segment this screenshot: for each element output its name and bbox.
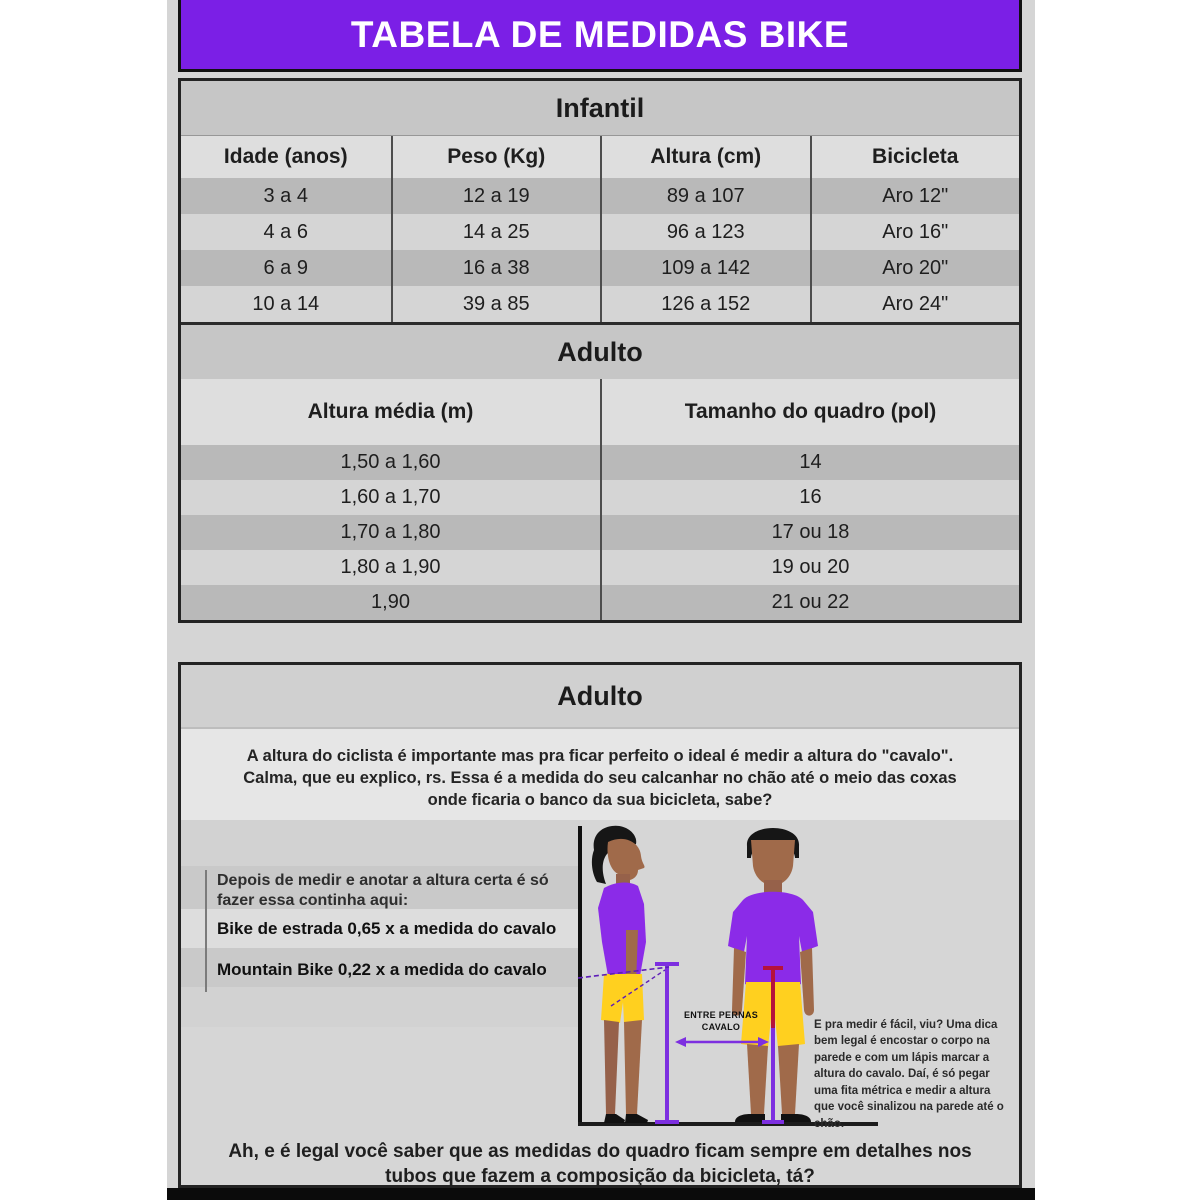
table-cell: 14 — [600, 445, 1019, 480]
inseam-measure-label — [675, 1009, 767, 1033]
table-row — [181, 585, 1019, 620]
measuring-illustration-area — [181, 820, 1019, 1132]
text-block-rule — [205, 870, 207, 992]
table-cell: Aro 20" — [810, 250, 1020, 286]
panel-intro-paragraph — [181, 729, 1019, 820]
adulto-header-row — [181, 379, 1019, 445]
background-stripe — [181, 987, 580, 1027]
panel-footer-text: Ah, e é legal você saber que as medidas do quadro ficam sempre em detalhes nos tubos que fazem a composição da bicicleta, tá? — [228, 1141, 972, 1188]
inseam-measure-label-line1: ENTRE PERNAS — [683, 1010, 759, 1020]
infantil-header-row — [181, 136, 1019, 178]
bottom-black-bar — [167, 1188, 1035, 1200]
wall-line — [578, 826, 582, 1126]
adulto-section-title: Adulto — [181, 322, 1019, 379]
ruler-bottom-cap — [655, 1120, 679, 1124]
table-header-cell: Altura (cm) — [600, 136, 810, 178]
table-cell: 21 ou 22 — [600, 585, 1019, 620]
formula-intro-text: Depois de medir e anotar a altura certa é só fazer essa continha aqui: — [217, 872, 549, 910]
table-cell: 1,50 a 1,60 — [340, 451, 441, 473]
infantil-section-title: Infantil — [181, 81, 1019, 136]
table-cell: 17 ou 18 — [600, 515, 1019, 550]
table-cell: 16 — [600, 480, 1019, 515]
table-cell: 1,90 — [371, 591, 410, 613]
measuring-tip-text: E pra medir é fácil, viu? Uma dica bem legal é encostar o corpo na parede e com um lápis marcar a altura do cavalo. Daí, é só pegar uma fita métrica e medir a altura que você sinalizou na parede até o chão. — [814, 1019, 1004, 1130]
road-bike-formula-text: Bike de estrada 0,65 x a medida do cavalo — [217, 919, 557, 938]
panel-title: Adulto — [181, 665, 1019, 729]
inseam-measure-label-line2: CAVALO — [701, 1022, 741, 1033]
table-cell: 1,70 a 1,80 — [340, 521, 441, 543]
mountain-bike-formula-text: Mountain Bike 0,22 x a medida do cavalo — [217, 960, 547, 979]
table-row — [181, 178, 1019, 214]
inseam-ruler-upper — [771, 966, 775, 1028]
inseam-ruler-lower — [771, 1028, 775, 1124]
table-cell: 89 a 107 — [600, 178, 810, 214]
table-header-cell: Idade (anos) — [223, 145, 348, 168]
infantil-table-body — [181, 178, 1019, 322]
table-cell: 12 a 19 — [391, 178, 601, 214]
table-header-cell: Bicicleta — [810, 136, 1020, 178]
table-row — [181, 445, 1019, 480]
adulto-measure-panel — [178, 662, 1022, 1188]
inseam-ruler-top-cap — [763, 966, 783, 970]
table-cell: 4 a 6 — [263, 221, 308, 243]
standing-person-side-illustration — [584, 824, 669, 1126]
table-row — [181, 480, 1019, 515]
table-row — [181, 214, 1019, 250]
table-cell: 14 a 25 — [391, 214, 601, 250]
table-row — [181, 550, 1019, 585]
table-cell: 19 ou 20 — [600, 550, 1019, 585]
table-cell: 1,60 a 1,70 — [340, 486, 441, 508]
inseam-ruler-bottom-cap — [762, 1120, 784, 1124]
table-cell: 96 a 123 — [600, 214, 810, 250]
table-cell: 16 a 38 — [391, 250, 601, 286]
size-tables-block — [178, 78, 1022, 623]
table-cell: 3 a 4 — [263, 185, 308, 207]
table-header-cell: Peso (Kg) — [391, 136, 601, 178]
adulto-table-body — [181, 445, 1019, 620]
cavalo-height-ruler — [665, 962, 669, 1124]
table-cell: 109 a 142 — [600, 250, 810, 286]
table-row — [181, 286, 1019, 322]
table-header-cell: Tamanho do quadro (pol) — [600, 379, 1019, 445]
background-stripe — [181, 820, 580, 866]
table-cell: 1,80 a 1,90 — [340, 556, 441, 578]
table-header-cell: Altura média (m) — [307, 400, 474, 423]
table-row — [181, 515, 1019, 550]
table-cell: Aro 24" — [810, 286, 1020, 322]
table-cell: 10 a 14 — [252, 293, 320, 315]
table-cell: Aro 16" — [810, 214, 1020, 250]
poster-title: TABELA DE MEDIDAS BIKE — [350, 13, 850, 55]
table-cell: 6 a 9 — [263, 257, 308, 279]
table-row — [181, 250, 1019, 286]
panel-intro-text: A altura do ciclista é importante mas pra ficar perfeito o ideal é medir a altura do "cavalo". Calma, que eu explico, rs. Essa é a medida do seu calcanhar no chão até o meio das coxas onde ficaria o banco da sua bicicleta, sabe? — [243, 747, 957, 809]
ruler-top-cap — [655, 962, 679, 966]
poster-header — [178, 0, 1022, 72]
table-cell: 126 a 152 — [600, 286, 810, 322]
table-cell: 39 a 85 — [391, 286, 601, 322]
panel-footer — [181, 1132, 1019, 1187]
table-cell: Aro 12" — [810, 178, 1020, 214]
